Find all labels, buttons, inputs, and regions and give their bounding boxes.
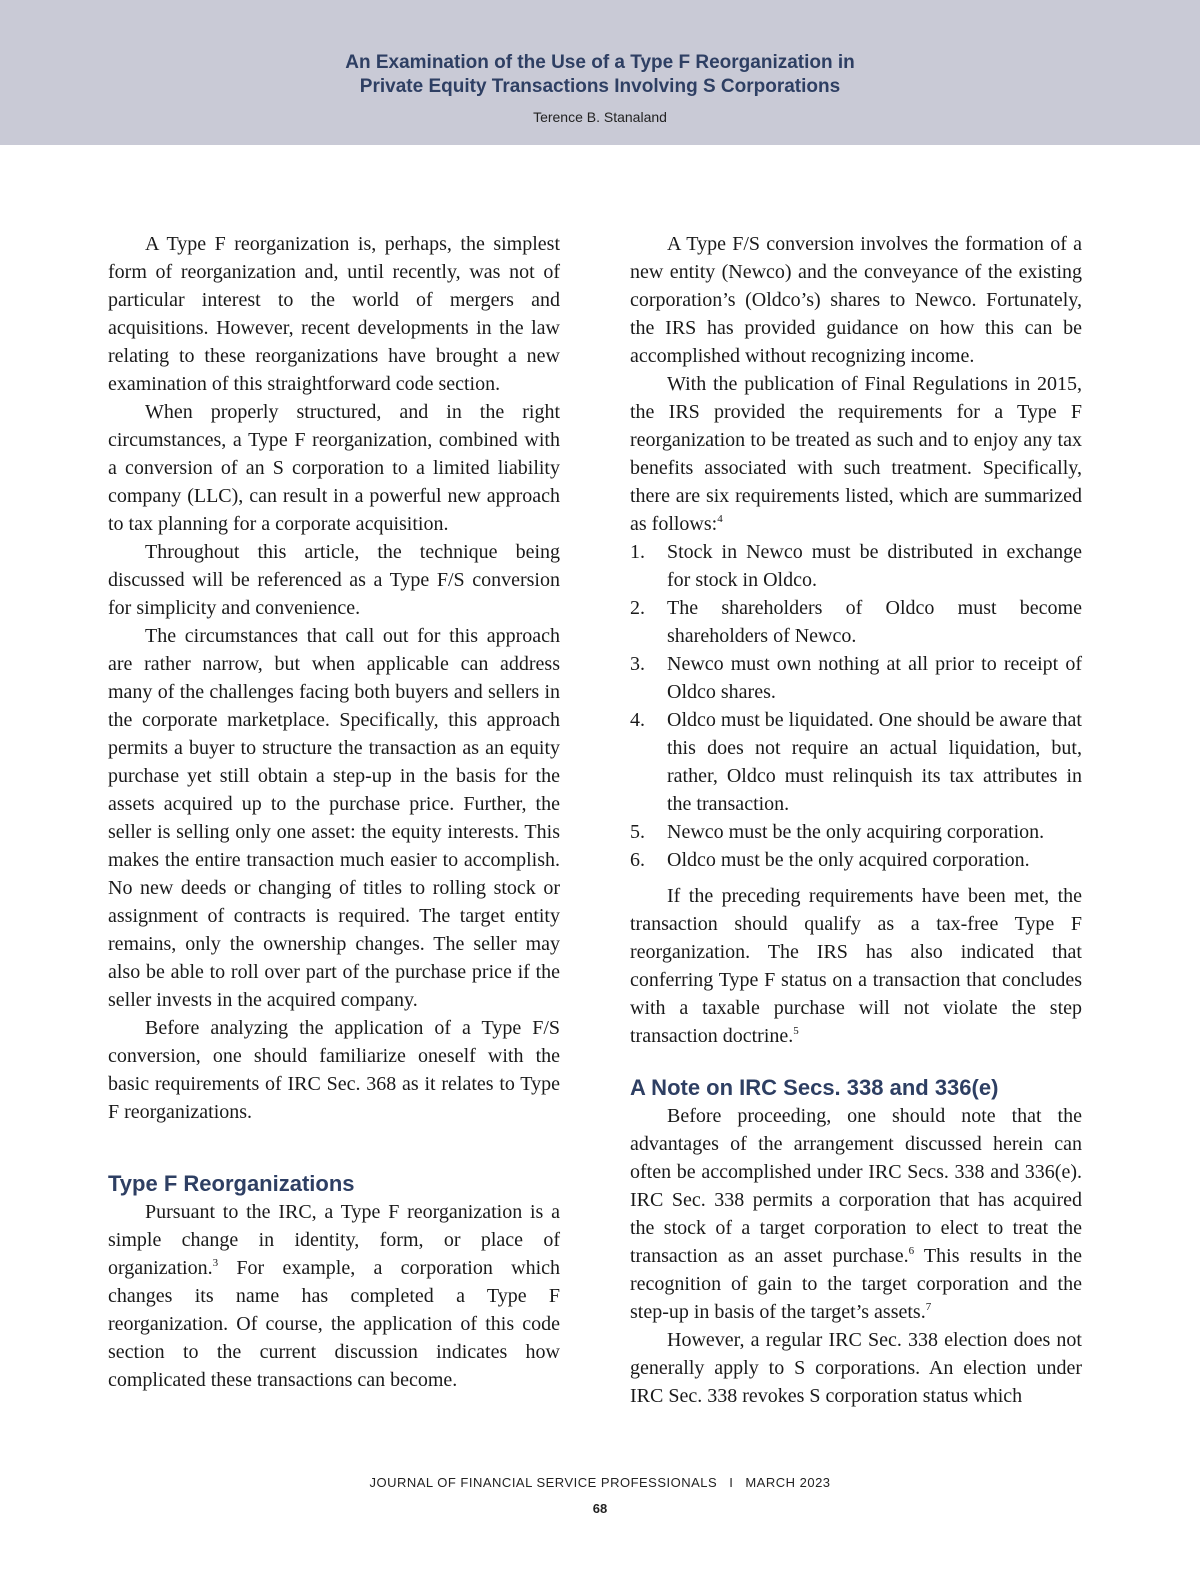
list-item-number: 1. <box>630 541 645 563</box>
paragraph: The circumstances that call out for this approach are rather narrow, but when applicable can address many of the challenges facing both buyers and sellers in the corporate marketplace. Specifically, this approach permits a buyer to structure the transaction as an equity purchase yet still obtain a step-up in the basis for the assets acquired up to the purchase price. Further, the seller is selling only one asset: the equity interests. This makes the entire transaction much easier to accomplish. No new deeds or changing of titles to rolling stock or assignment of contracts is required. The target entity remains, only the ownership changes. The seller may also be able to roll over part of the purchase price if the seller invests in the acquired company. <box>108 625 560 1011</box>
list-item-number: 5. <box>630 821 645 843</box>
requirements-list <box>630 538 1082 874</box>
list-item-number: 6. <box>630 849 645 871</box>
paragraph <box>630 370 1082 538</box>
paragraph-text: If the preceding requirements have been met, the transaction should qualify as a tax-free Type F reorganization. The IRS has also indicated that conferring Type F status on a transaction that concludes with a taxable purchase will not violate the step transaction doctrine. <box>630 885 1082 1047</box>
right-column <box>630 230 1082 1410</box>
paragraph: A Type F reorganization is, perhaps, the simplest form of reorganization and, until recently, was not of particular interest to the world of mergers and acquisitions. However, recent developments in the law relating to these reorganizations have brought a new examination of this straightforward code section. <box>108 233 560 395</box>
footnote-marker: 5 <box>793 1025 799 1037</box>
list-item-text: Oldco must be liquidated. One should be aware that this does not require an actual liquidation, but, rather, Oldco must relinquish its tax attributes in the transaction. <box>667 709 1082 815</box>
list-item <box>630 594 1082 650</box>
list-item <box>630 650 1082 706</box>
paragraph-text: Pursuant to the IRC, a Type F reorganization is a simple change in identity, form, or place of organization. <box>108 1201 560 1279</box>
paragraph-text: For example, a corporation which changes its name has completed a Type F reorganization. Of course, the application of this code section to the current discussion indicates how complicated these transactions can become. <box>108 1257 560 1391</box>
paragraph: Throughout this article, the technique being discussed will be referenced as a Type F/S conversion for simplicity and convenience. <box>108 541 560 619</box>
footnote-marker: 6 <box>908 1245 915 1257</box>
journal-name: JOURNAL OF FINANCIAL SERVICE PROFESSIONALS <box>369 1475 718 1490</box>
left-column <box>108 230 560 1394</box>
footer-journal-line <box>0 1475 1200 1490</box>
list-item <box>630 706 1082 818</box>
list-item-text: Newco must be the only acquiring corporation. <box>667 821 1045 843</box>
footnote-marker: 4 <box>717 513 723 525</box>
section-heading: A Note on IRC Secs. 338 and 336(e) <box>630 1075 999 1100</box>
paragraph <box>108 1198 560 1394</box>
list-item-text: Stock in Newco must be distributed in exchange for stock in Oldco. <box>667 541 1082 591</box>
issue-date: MARCH 2023 <box>745 1475 831 1490</box>
paragraph: A Type F/S conversion involves the formation of a new entity (Newco) and the conveyance of the existing corporation’s (Oldco’s) shares to Newco. Fortunately, the IRS has provided guidance on how this can be accomplished without recognizing income. <box>630 233 1082 367</box>
article-title-line-1: An Examination of the Use of a Type F Reorganization in <box>345 52 855 73</box>
article-title <box>0 51 1200 99</box>
paragraph: However, a regular IRC Sec. 338 election does not generally apply to S corporations. An election under IRC Sec. 338 revokes S corporation status which <box>630 1329 1082 1407</box>
list-item-number: 4. <box>630 709 645 731</box>
paragraph-text: Before proceeding, one should note that the advantages of the arrangement discussed herein can often be accomplished under IRC Secs. 338 and 336(e). IRC Sec. 338 permits a corporation that has acquired the stock of a target corporation to elect to treat the transaction as an asset purchase. <box>630 1105 1082 1267</box>
footnote-marker: 3 <box>212 1257 219 1269</box>
paragraph <box>630 882 1082 1050</box>
list-item-number: 3. <box>630 653 645 675</box>
list-item <box>630 538 1082 594</box>
paragraph: When properly structured, and in the right circumstances, a Type F reorganization, combined with a conversion of an S corporation to a limited liability company (LLC), can result in a powerful new approach to tax planning for a corporate acquisition. <box>108 401 560 535</box>
list-item-number: 2. <box>630 597 645 619</box>
list-item-text: Oldco must be the only acquired corporation. <box>667 849 1030 871</box>
paragraph: Before analyzing the application of a Type F/S conversion, one should familiarize oneself with the basic requirements of IRC Sec. 368 as it relates to Type F reorganizations. <box>108 1017 560 1123</box>
page-number: 68 <box>592 1501 608 1516</box>
list-item-text: The shareholders of Oldco must become shareholders of Newco. <box>667 597 1082 647</box>
list-item <box>630 818 1082 846</box>
list-item-text: Newco must own nothing at all prior to receipt of Oldco shares. <box>667 653 1082 703</box>
article-title-line-2: Private Equity Transactions Involving S Corporations <box>359 76 841 97</box>
article-author: Terence B. Stanaland <box>533 109 667 125</box>
paragraph-text: This results in the recognition of gain to the target corporation and the step-up in basis of the target’s assets. <box>630 1245 1083 1323</box>
footnote-marker: 7 <box>925 1301 932 1313</box>
section-heading: Type F Reorganizations <box>108 1171 355 1196</box>
paragraph <box>630 1102 1082 1326</box>
list-item <box>630 846 1082 874</box>
footer-separator: I <box>729 1475 734 1490</box>
paragraph-text: With the publication of Final Regulations in 2015, the IRS provided the requirements for a Type F reorganization to be treated as such and to enjoy any tax benefits associated with such treatment. Specifically, there are six requirements listed, which are summarized as follows: <box>630 373 1082 535</box>
